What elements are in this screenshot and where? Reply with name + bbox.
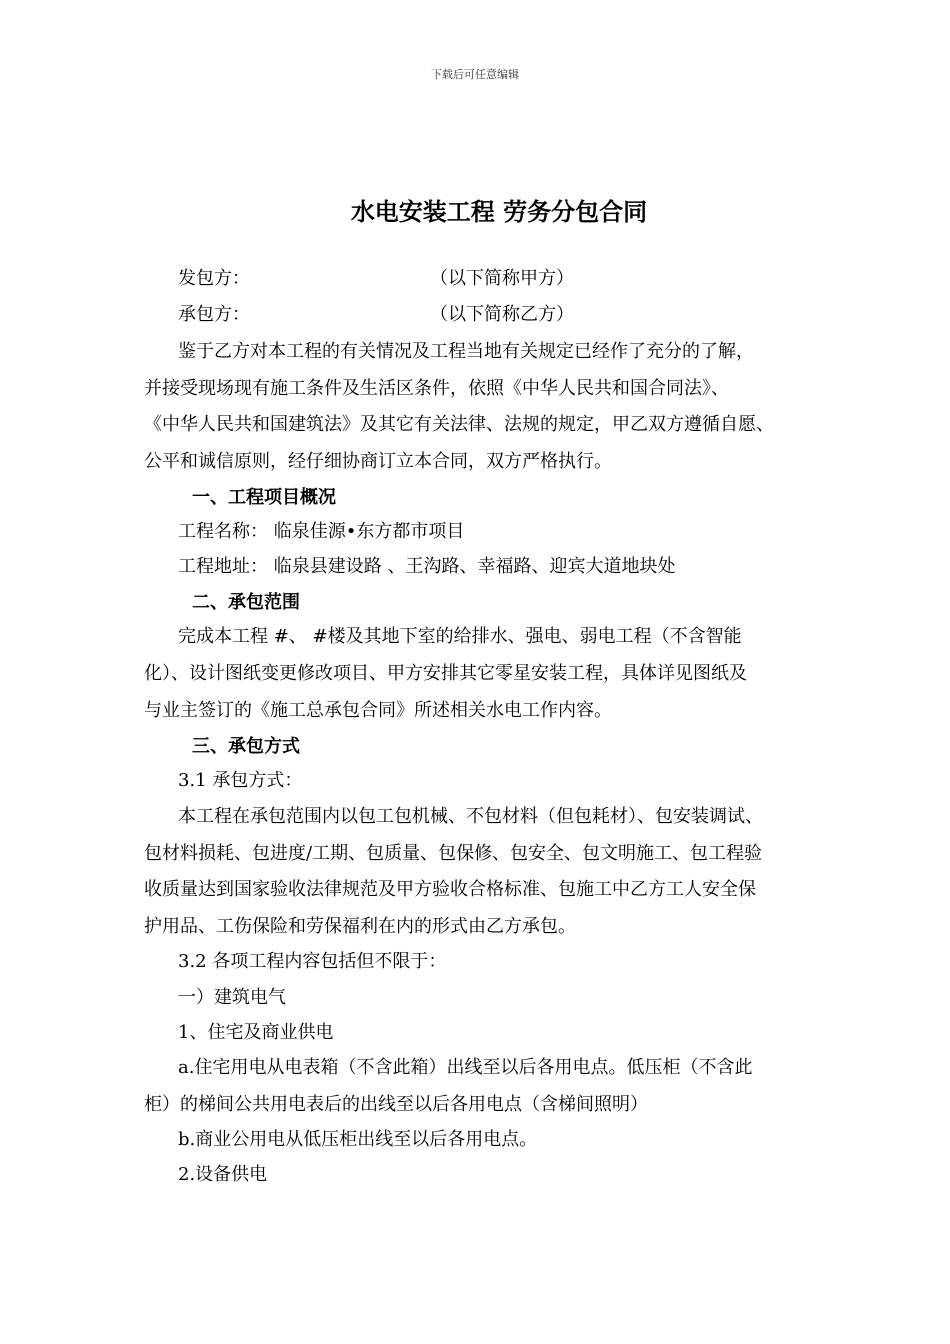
- party-a-note: （以下简称甲方）: [430, 268, 574, 289]
- item-b: b.商业公用电从低压柜出线至以后各用电点。: [178, 1129, 538, 1150]
- scope-line: 与业主签订的《施工总承包合同》所述相关水电工作内容。: [144, 700, 612, 721]
- project-name-line: 工程名称： 临泉佳源•东方都市项目: [178, 521, 465, 542]
- item-a-line: a.住宅用电从电表箱（不含此箱）出线至以后各用电点。低压柜（不含此: [178, 1057, 753, 1078]
- party-b-note: （以下简称乙方）: [430, 304, 574, 325]
- intro-line: 并接受现场现有施工条件及生活区条件，依照《中华人民共和国合同法》、: [144, 378, 729, 399]
- electrical-heading: 一）建筑电气: [178, 987, 286, 1008]
- scope-line: 化）、设计图纸变更修改项目、甲方安排其它零星安装工程，具体详见图纸及: [144, 663, 747, 684]
- intro-line: 《中华人民共和国建筑法》及其它有关法律、法规的规定，甲乙双方遵循自愿、: [144, 414, 774, 435]
- subsection-3-1: 3.1 承包方式：: [178, 770, 303, 791]
- section-heading-method: 三、承包方式: [192, 736, 300, 757]
- party-b-label: 承包方：: [178, 304, 250, 325]
- section-heading-overview: 一、工程项目概况: [192, 487, 336, 508]
- party-a-label: 发包方：: [178, 268, 250, 289]
- method-line: 包材料损耗、包进度/工期、包质量、包保修、包安全、包文明施工、包工程验: [144, 843, 763, 864]
- intro-line: 鉴于乙方对本工程的有关情况及工程当地有关规定已经作了充分的了解，: [178, 341, 754, 362]
- scope-line: 完成本工程 #、 #楼及其地下室的给排水、强电、弱电工程（不含智能: [178, 626, 742, 647]
- project-address-line: 工程地址： 临泉县建设路 、王沟路、幸福路、迎宾大道地块处: [178, 556, 676, 577]
- subsection-3-2: 3.2 各项工程内容包括但不限于：: [178, 951, 447, 972]
- intro-line: 公平和诚信原则，经仔细协商订立本合同，双方严格执行。: [144, 451, 612, 472]
- item-2: 2.设备供电: [178, 1164, 268, 1185]
- method-line: 护用品、工伤保险和劳保福利在内的形式由乙方承包。: [144, 916, 576, 937]
- item-a-line: 柜）的梯间公共用电表后的出线至以后各用电点（含梯间照明）: [144, 1094, 648, 1115]
- section-heading-scope: 二、承包范围: [192, 592, 300, 613]
- item-1: 1、住宅及商业供电: [178, 1022, 334, 1043]
- method-line: 本工程在承包范围内以包工包机械、不包材料（但包耗材）、包安装调试、: [178, 806, 763, 827]
- page-header-note: 下载后可任意编辑: [431, 68, 519, 81]
- document-title: 水电安装工程 劳务分包合同: [350, 198, 648, 226]
- method-line: 收质量达到国家验收法律规范及甲方验收合格标准、包施工中乙方工人安全保: [144, 879, 756, 900]
